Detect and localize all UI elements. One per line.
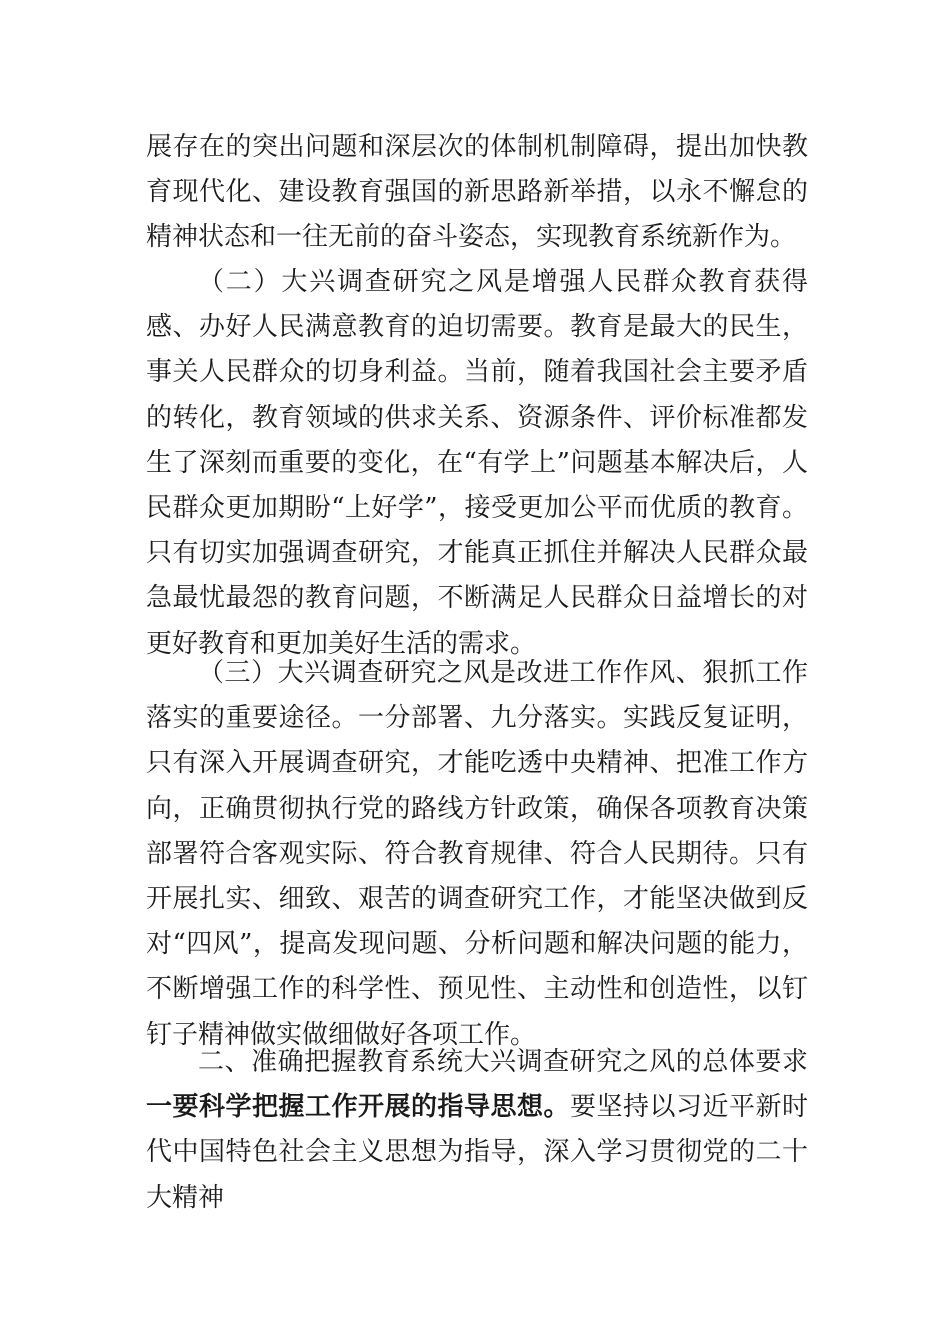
paragraph-text: 要坚持以习近平新时代中国特色社会主义思想为指导，深入学习贯彻党的二十大精神 (146, 1092, 808, 1213)
bold-subheading: 一要科学把握工作开展的指导思想。 (146, 1092, 570, 1123)
paragraph-text: （三）大兴调查研究之风是改进工作作风、狠抓工作落实的重要途径。一分部署、九分落实。实践反复证明，只有深入开展调查研究，才能吃透中央精神、把准工作方向，正确贯彻执行党的路线方针政策，确保各项教育决策部署符合客观实际、符合教育规律、符合人民期待。只有开展扎实、细致、艰苦的调查研究工作，才能坚决做到反对“四风”，提高发现问题、分析问题和解决问题的能力，不断增强工作的科学性、预见性、主动性和创造性，以钉钉子精神做实做细做好各项工作。 (146, 658, 808, 1050)
heading-text: 二、准确把握教育系统大兴调查研究之风的总体要求 (198, 1047, 808, 1077)
paragraph-text: 展存在的突出问题和深层次的体制机制障碍，提出加快教育现代化、建设教育强国的新思路新举措，以永不懈怠的精神状态和一往无前的奋斗姿态，实现教育系统新作为。 (146, 132, 808, 253)
paragraph-mixed-text (146, 1040, 808, 1221)
paragraph-continuation (146, 125, 808, 261)
paragraph-section-two (146, 260, 808, 667)
paragraph-text: （二）大兴调查研究之风是增强人民群众教育获得感、办好人民满意教育的迫切需要。教育是最大的民生，事关人民群众的切身利益。当前，随着我国社会主要矛盾的转化，教育领域的供求关系、资源条件、评价标准都发生了深刻而重要的变化，在“有学上”问题基本解决后，人民群众更加期盼“上好学”，接受更加公平而优质的教育。只有切实加强调查研究，才能真正抓住并解决人民群众最急最忧最怨的教育问题，不断满足人民群众日益增长的对更好教育和更加美好生活的需求。 (146, 267, 808, 659)
paragraph-section-three (146, 651, 808, 1058)
paragraph-overall-requirements (146, 1040, 808, 1221)
